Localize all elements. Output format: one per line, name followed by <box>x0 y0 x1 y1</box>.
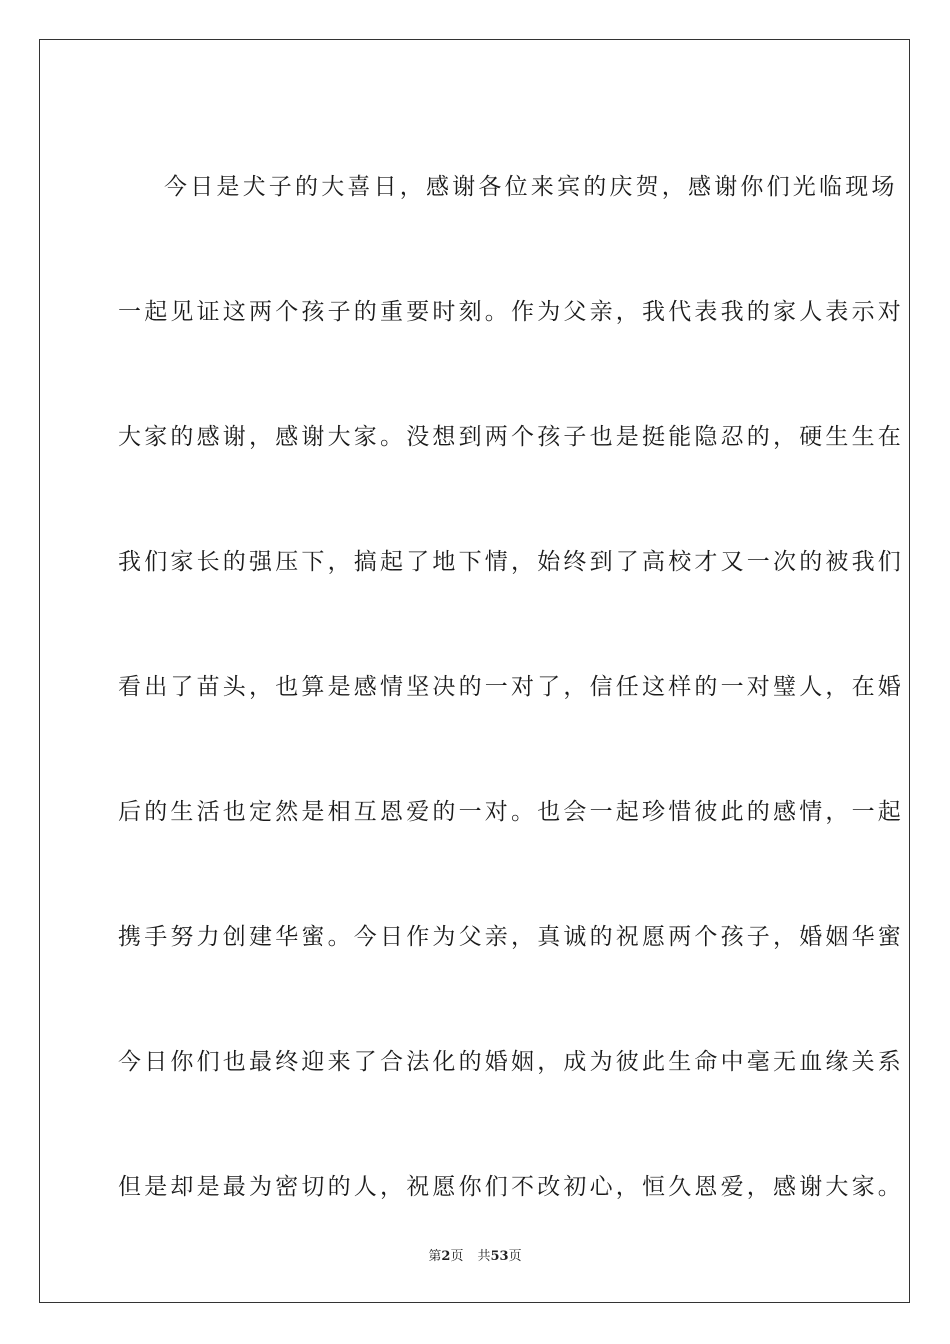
text-line-1: 今日是犬子的大喜日，感谢各位来宾的庆贺，感谢你们光临现场 <box>164 174 898 200</box>
page-prefix: 第 <box>428 1249 442 1264</box>
text-line-4: 我们家长的强压下，搞起了地下情，始终到了高校才又一次的被我们 <box>118 549 904 575</box>
text-line-7: 携手努力创建华蜜。今日作为父亲，真诚的祝愿两个孩子，婚姻华蜜 <box>118 924 904 950</box>
text-line-8: 今日你们也最终迎来了合法化的婚姻，成为彼此生命中毫无血缘关系 <box>118 1049 904 1075</box>
total-prefix: 共 <box>477 1249 491 1264</box>
text-line-9: 但是却是最为密切的人，祝愿你们不改初心，恒久恩爱，感谢大家。 <box>118 1174 904 1200</box>
text-line-2: 一起见证这两个孩子的重要时刻。作为父亲，我代表我的家人表示对 <box>118 299 904 325</box>
text-line-5: 看出了苗头，也算是感情坚决的一对了，信任这样的一对璧人，在婚 <box>118 674 904 700</box>
page-suffix: 页 <box>450 1249 464 1264</box>
page-number: 2 <box>441 1249 451 1264</box>
text-line-3: 大家的感谢，感谢大家。没想到两个孩子也是挺能隐忍的，硬生生在 <box>118 424 904 450</box>
text-line-6: 后的生活也定然是相互恩爱的一对。也会一起珍惜彼此的感情，一起 <box>118 799 904 825</box>
document-body <box>118 125 904 1250</box>
total-suffix: 页 <box>508 1249 522 1264</box>
page-footer <box>0 1248 950 1266</box>
total-pages: 53 <box>490 1249 509 1264</box>
